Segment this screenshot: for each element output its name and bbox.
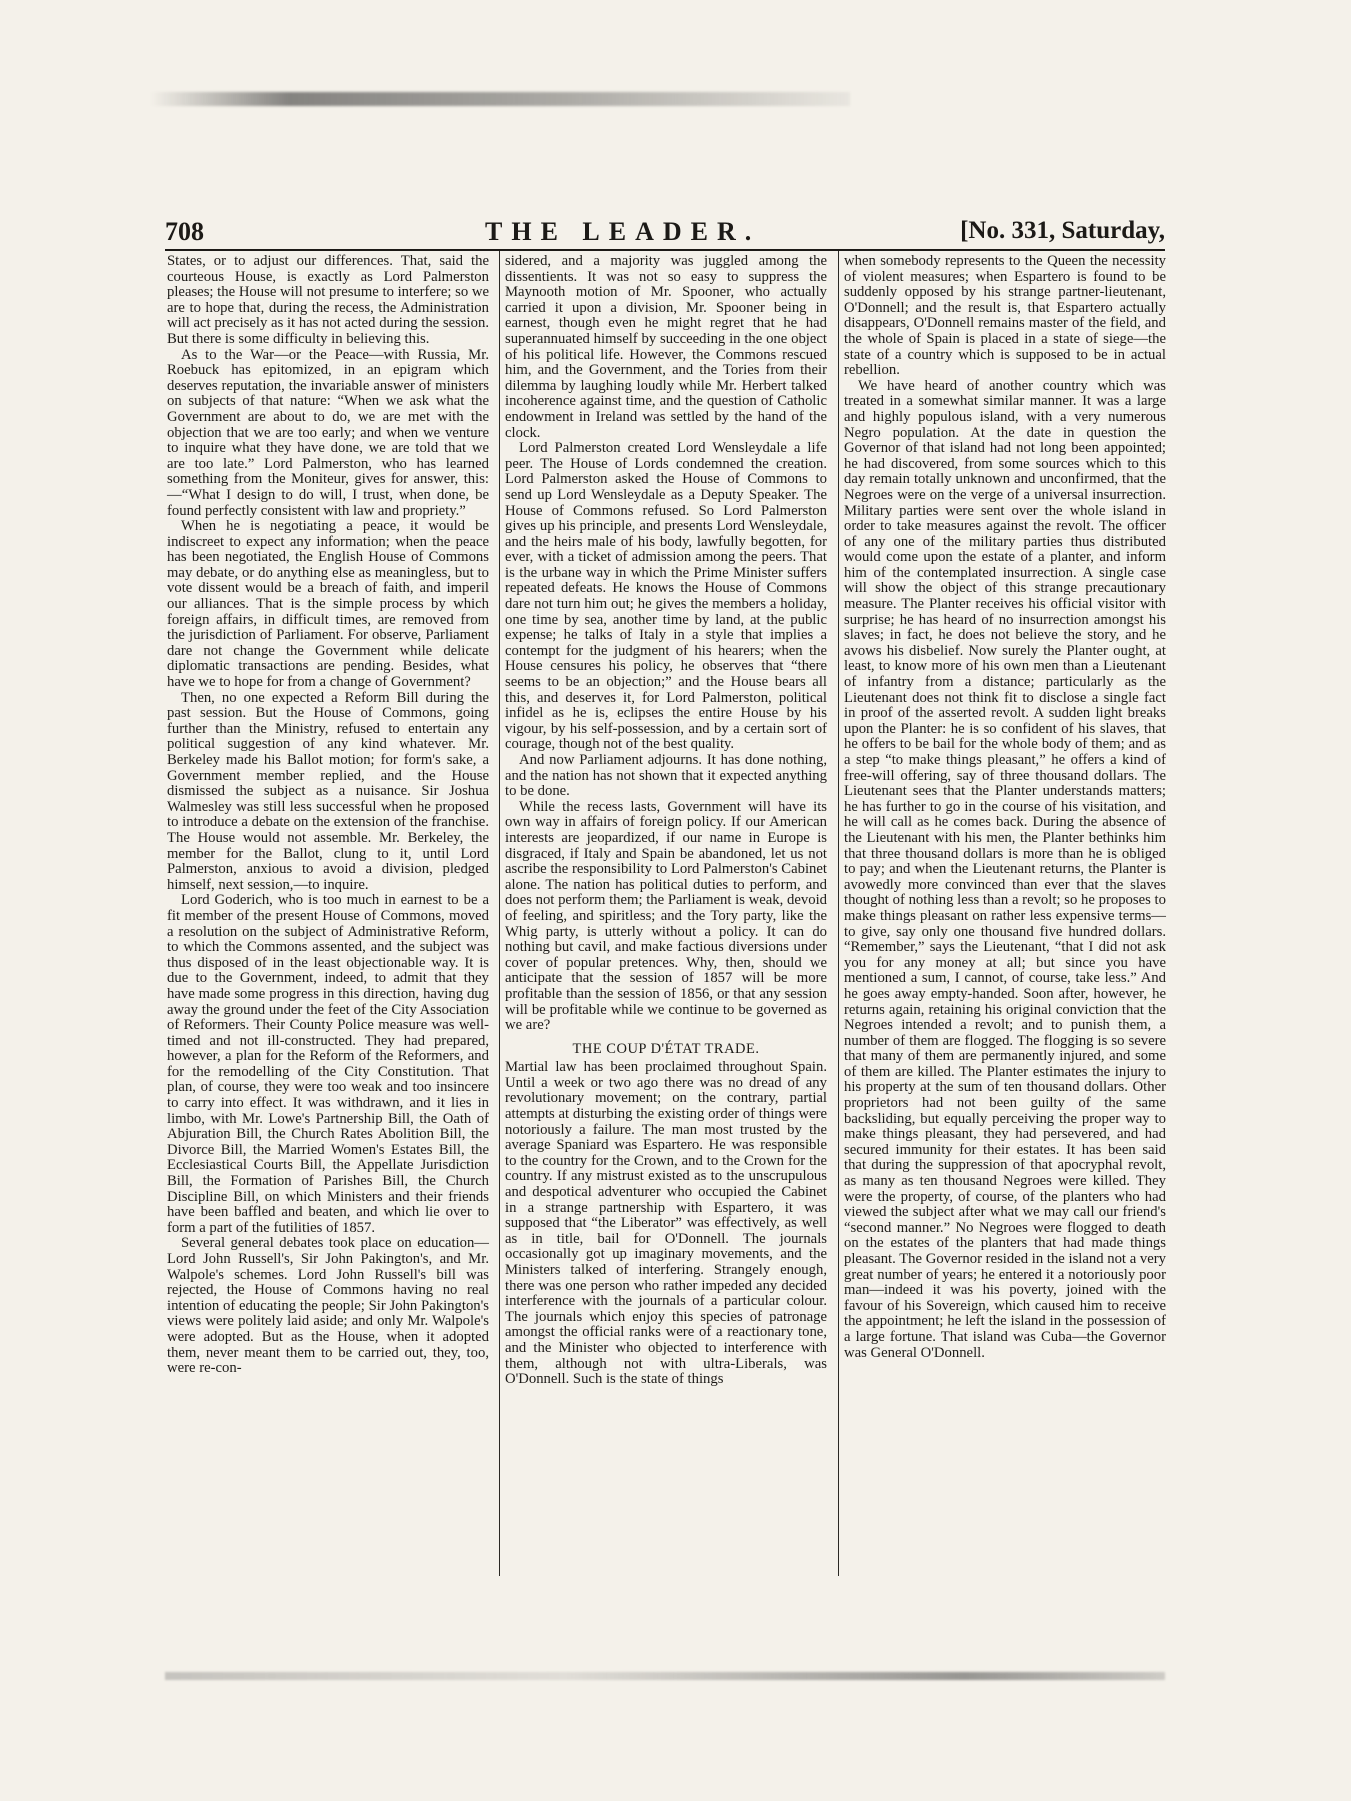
masthead-title: THE LEADER.: [485, 217, 761, 246]
print-smudge-top: [150, 92, 850, 106]
paragraph: When he is negotiating a peace, it would be indiscreet to expect any information; when the peace has been negotiated, the English House of Commons may debate, or do anything else as meaningless, but to vote dissent would be a breach of faith, and imperil our alliances. That is the simple process by which foreign affairs, in difficult times, are removed from the jurisdiction of Parliament. For observe, Parliament dare not change the Government while delicate diplomatic transactions are pending. Besides, what have we to hope for from a change of Government?: [167, 518, 489, 691]
column-2: [505, 254, 827, 1388]
column-divider: [499, 251, 500, 1576]
paragraph: Several general debates took place on education—Lord John Russell's, Sir John Pakington's, and Mr. Walpole's schemes. Lord John Russell's bill was rejected, the House of Commons having no real intention of educating the people; Sir John Pakington's views were politely laid aside; and only Mr. Walpole's were adopted. But as the House, when it adopted them, never meant them to be carried out, they, too, were re-con-: [167, 1235, 489, 1377]
article-heading: THE COUP D'ÉTAT TRADE.: [572, 1040, 760, 1057]
paragraph: States, or to adjust our differences. That, said the courteous House, is exactly as Lord Palmerston pleases; the House will not presume to interfere; so we are to hope that, during the recess, the Administration will act precisely as it has not acted during the session. But there is some difficulty in believing this.: [167, 253, 489, 347]
print-smudge-bottom: [165, 1672, 1165, 1680]
paragraph: when somebody represents to the Queen the necessity of violent measures; when Espartero is found to be suddenly opposed by his strange partner-lieutenant, O'Donnell; and the result is, that Espartero actually disappears, O'Donnell remains master of the field, and the whole of Spain is placed in a state of siege—the state of a country which is supposed to be in actual rebellion.: [844, 253, 1166, 379]
page-number: 708: [165, 217, 204, 246]
paragraph: While the recess lasts, Government will have its own way in affairs of foreign policy. If our American interests are jeopardized, if our name in Europe is disgraced, if Italy and Spain be abandoned, let us not ascribe the responsibility to Lord Palmerston's Cabinet alone. The nation has political duties to perform, and does not perform them; the Parliament is weak, devoid of feeling, and spiritless; and the Tory party, like the Whig party, is utterly without a policy. It can do nothing but cavil, and make factious diversions under cover of popular pretences. Why, then, should we anticipate that the session of 1857 will be more profitable than the session of 1856, or that any session will be profitable while we continue to be governed as we are?: [505, 798, 827, 1034]
paragraph: We have heard of another country which was treated in a somewhat similar manner. It was a large and highly populous island, with a very numerous Negro population. At the date in question the Governor of that island had not long been appointed; he had discovered, from some sources which to this day remain totally unknown and unconfirmed, that the Negroes were on the verge of a universal insurrection. Military parties were sent over the whole island in order to take measures against the revolt. The officer of any one of the military parties thus distributed would come upon the estate of a planter, and inform him of the contemplated insurrection. A single case will show the object of this strange precautionary measure. The Planter receives his official visitor with surprise; he has heard of no insurrection amongst his slaves; in fact, he does not believe the story, and he avows his disbelief. Now surely the Planter ought, at least, to know more of his own men than a Lieutenant of infantry from a distance; particularly as the Lieutenant does not think fit to disclose a single fact in proof of the asserted revolt. A sudden light breaks upon the Planter: he is so confident of his slaves, that he offers to be bail for the whole body of them; and as a step “to make things pleasant,” he offers a kind of free-will offering, say of three thousand dollars. The Lieutenant sees that the Planter understands matters; he has further to go in the course of his visitation, and he will call as he comes back. During the absence of the Lieutenant with his men, the Planter bethinks him that three thousand dollars is more than he is obliged to pay; and when the Lieutenant returns, the Planter is avowedly more convinced than ever that the slaves thought of nothing less than a revolt; so he proposes to make things pleasant on rather less expensive terms—to give, say only one thousand five hundred dollars. “Remember,” says the Lieutenant, “that I did not ask you for any money at all; but since you have mentioned a sum, I cannot, of course, take less.” And he goes away empty-handed. Soon after, however, he returns again, retaining his original conviction that the Negroes intended a revolt; and to punish them, a number of them are flogged. The flogging is so severe that many of them are permanently injured, and some of them are killed. The Planter estimates the injury to his property at the sum of ten thousand dollars. Other proprietors had not been guilty of the same backsliding, but equally perceiving the proper way to make things pleasant, they had persevered, and had secured immunity for their estates. It has been said that during the suppression of that apocryphal revolt, as many as ten thousand Negroes were killed. They were the property, of course, of the planters who had viewed the subject after what we may call our friend's “second manner.” No Negroes were flogged to death on the estates of the planters that had made things pleasant. The Governor resided in the island not a very great number of years; he entered it a notoriously poor man—indeed it was his poverty, joined with the favour of his Sovereign, which caused him to receive the appointment; he left the island in the possession of a large fortune. That island was Cuba—the Governor was General O'Donnell.: [844, 377, 1166, 1361]
column-1: [167, 254, 489, 1377]
issue-line: [No. 331, Saturday,: [960, 217, 1165, 244]
paragraph: Martial law has been proclaimed throughout Spain. Until a week or two ago there was no dread of any revolutionary movement; on the contrary, partial attempts at disturbing the existing order of things were notoriously a failure. The man most trusted by the average Spaniard was Espartero. He was responsible to the country for the Crown, and to the Crown for the country. If any mistrust existed as to the unscrupulous and despotical adventurer who occupied the Cabinet in a strange partnership with Espartero, it was supposed that “the Liberator” was effectively, as well as in title, bail for O'Donnell. The journals occasionally got up imaginary movements, and the Ministers talked of interfering. Strangely enough, there was one person who rather impeded any decided interference with the journals of a particular colour. The journals which enjoy this species of patronage amongst the official ranks were of a reactionary tone, and the Minister who objected to interference with them, although not with ultra-Liberals, was O'Donnell. Such is the state of things: [505, 1059, 827, 1388]
paragraph: Lord Palmerston created Lord Wensleydale a life peer. The House of Lords condemned the creation. Lord Palmerston asked the House of Commons to send up Lord Wensleydale as a Deputy Speaker. The House of Commons refused. So Lord Palmerston gives up his principle, and presents Lord Wensleydale, and the heirs male of his body, lawfully begotten, for ever, with a ticket of admission among the peers. That is the urbane way in which the Prime Minister suffers repeated defeats. He knows the House of Commons dare not turn him out; he gives the members a holiday, one time by sea, another time by land, at the public expense; he talks of Italy in a style that implies a contempt for the judgment of his hearers; when the House censures his policy, he observes that “there seems to be an objection;” and the House bears all this, and deserves it, for Lord Palmerston, political infidel as he is, eclipses the entire House by his vigour, by his self-possession, and by a certain sort of courage, though not of the best quality.: [505, 440, 827, 753]
paragraph: As to the War—or the Peace—with Russia, Mr. Roebuck has epitomized, in an epigram which deserves reputation, the invariable answer of ministers on subjects of that nature: “When we ask what the Government are about to do, we are met with the objection that we are too early; and when we venture to inquire what they have done, we are told that we are too late.” Lord Palmerston, who has learned something from the Moniteur, gives for answer, this:—“What I design to do will, I trust, when done, be found perfectly consistent with law and propriety.”: [167, 346, 489, 519]
page-header: [165, 217, 1165, 247]
header-rule: [165, 249, 1165, 251]
column-divider: [838, 251, 839, 1576]
paragraph: sidered, and a majority was juggled among the dissentients. It was not so easy to suppress the Maynooth motion of Mr. Spooner, who actually carried it upon a division, Mr. Spooner being in earnest, though even he might regret that he had superannuated himself by succeeding in the one object of his political life. However, the Commons rescued him, and the Government, and the Tories from their dilemma by laughing loudly while Mr. Herbert talked incoherence against time, and the question of Catholic endowment in Ireland was settled by the hand of the clock.: [505, 253, 827, 441]
column-3: [844, 254, 1166, 1361]
paragraph: Lord Goderich, who is too much in earnest to be a fit member of the present House of Commons, moved a resolution on the subject of Administrative Reform, to which the Commons assented, and the subject was thus disposed of in the least objectionable way. It is due to the Government, indeed, to admit that they have made some progress in this direction, having dug away the ground under the feet of the City Association of Reformers. Their County Police measure was well-timed and not ill-constructed. They had prepared, however, a plan for the Reform of the Reformers, and for the remodelling of the City Constitution. That plan, of course, they were too weak and too insincere to carry into effect. It was withdrawn, and it lies in limbo, with Mr. Lowe's Partnership Bill, the Oath of Abjuration Bill, the Church Rates Abolition Bill, the Divorce Bill, the Married Women's Estates Bill, the Ecclesiastical Courts Bill, the Appellate Jurisdiction Bill, the Formation of Parishes Bill, the Church Discipline Bill, on which Ministers and their friends have been baffled and beaten, and which lie over to form a part of the futilities of 1857.: [167, 892, 489, 1236]
paragraph: Then, no one expected a Reform Bill during the past session. But the House of Commons, going further than the Ministry, refused to entertain any political suggestion of any kind whatever. Mr. Berkeley made his Ballot motion; for form's sake, a Government member replied, and the House dismissed the subject as a nuisance. Sir Joshua Walmesley was still less successful when he proposed to introduce a debate on the extension of the franchise. The House would not assemble. Mr. Berkeley, the member for the Ballot, clung to it, until Lord Palmerston, anxious to avoid a division, pledged himself, next session,—to inquire.: [167, 689, 489, 893]
paragraph: And now Parliament adjourns. It has done nothing, and the nation has not shown that it expected anything to be done.: [505, 752, 827, 800]
